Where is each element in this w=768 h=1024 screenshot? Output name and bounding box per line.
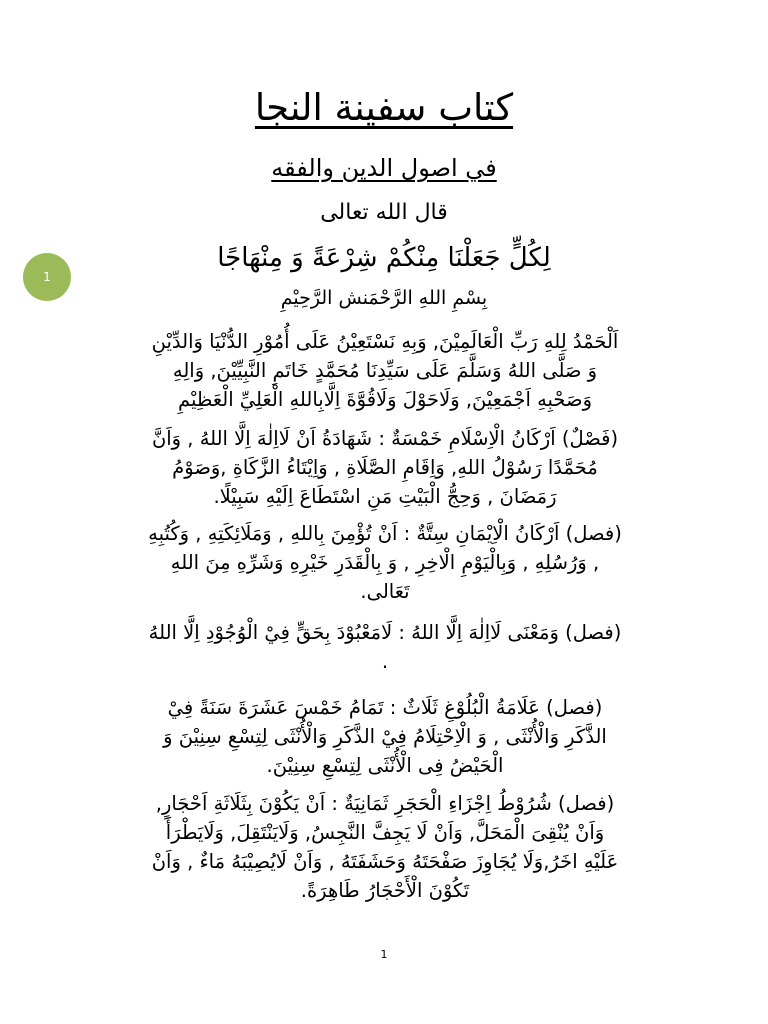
text-line: عَلَيْهِ اخَرُ,وَلَا يُجَاوِزَ صَفْحَتَهُ وَحَشَفَتَهُ , وَاَنْ لَايُصِيْبَهُ مَاءٌ , وَاَنْ (151, 850, 619, 873)
paragraph-hamd (96, 327, 674, 414)
paragraph-arkan-iman (96, 519, 674, 606)
text-line: وَ صَلَّى اللهُ وَسَلَّمَ عَلَى سَيِّدِنَا مُحَمَّدٍ خَاتَمِ النَّبِيِّيْنَ, وَالِهِ (172, 359, 598, 382)
text-line: اَلْحَمْدُ لِلهِ رَبِّ الْعَالَمِيْنَ, وَبِهِ نَسْتَعِيْنُ عَلَى أُمُوْرِ الدُّنْيَا وَالدِّيْنِ (151, 330, 619, 353)
text-line: (فصل) شُرُوْطُ اِجْزَاءِ الْحَجَرِ ثَمَانِيَةٌ : اَنْ يَكُوْنَ بِثَلَاثَةِ اَحْجَارٍ, (155, 792, 615, 815)
text-line: (فصل) اَرْكَانُ الْاِيْمَانِ سِتَّةٌ : اَنْ تُؤْمِنَ بِاللهِ , وَمَلَائِكَتِهِ , وَكُتُبِهِ (148, 522, 622, 545)
text-line: (فَصْلٌ) اَرْكَانُ الْاِسْلَامِ خَمْسَةٌ : شَهَادَةُ اَنْ لَااِلٰهَ اِلَّا اللهُ , وَاَنَّ (151, 427, 619, 450)
quran-verse: لِكُلٍّ جَعَلْنَا مِنْكُمْ شِرْعَةً وَ مِنْهَاجًا (217, 243, 551, 273)
text-line: تَعَالى. (360, 580, 410, 603)
text-line: تَكُوْنَ الْأَحْجَارُ طَاهِرَةً. (300, 879, 470, 902)
text-line: الذَّكَرِ وَالْأُنْثَى , وَ الْاِحْتِلَامُ فِيْ الذَّكَرِ وَالْأُنْثَى لِتِسْعِ سِنِيْنَ وَ (163, 725, 607, 748)
book-subtitle: في اصول الدين والفقه (271, 154, 497, 182)
text-line: الْحَيْضُ فِى الْأُنْثَى لِتِسْعِ سِنِيْنَ. (266, 754, 504, 777)
book-title: كتاب سفينة النجا (254, 86, 514, 129)
text-line: وَصَحْبِهِ اَجْمَعِيْنَ, وَلَاحَوْلَ وَلَاقُوَّةَ اِلَّابِاللهِ الْعَلِيِّ الْعَظِيْمِ (177, 388, 592, 411)
paragraph-manna-shahada (96, 618, 674, 676)
text-line: مُحَمَّدًا رَسُوْلُ اللهِ, وَاِقَامِ الصَّلَاةِ , وَاِيْتَاءُ الزَّكَاةِ ,وَصَوْمُ (172, 456, 598, 479)
basmala: بِسْمِ اللهِ الرَّحْمَنش الرَّحِيْمِ (280, 287, 488, 309)
text-line: رَمَضَانَ , وَحِجُّ الْبَيْتِ مَنِ اسْتَطَاعَ اِلَيْهِ سَبِيْلًا. (213, 485, 557, 508)
paragraph-arkan-islam (96, 424, 674, 511)
allah-said-heading: قال الله تعالى (320, 200, 448, 225)
paragraph-shurut-istinja (96, 789, 674, 905)
text-line: . (381, 650, 389, 673)
paragraph-alamat-buloogh (96, 693, 674, 780)
page-number-badge: 1 (23, 253, 71, 301)
text-line: (فصل) عَلَامَةُ الْبُلُوْغِ ثَلَاثٌ : تَمَامُ خَمْسَ عَشَرَةَ سَنَةً فِيْ (167, 696, 603, 719)
text-line: وَاَنْ يُنْقِىَ الْمَحَلَّ, وَاَنْ لَا يَجِفَّ النَّجِسُ, وَلَايَنْتَقِلَ, وَلَايَطْرَأَ (165, 821, 605, 844)
footer-page-number: 1 (380, 948, 388, 961)
text-line: , وَرُسُلِهِ , وَبِالْيَوْمِ الْاخِرِ , وَ بِالْقَدَرِ خَيْرِهِ وَشَرِّهِ مِنَ اللهِ (170, 551, 600, 574)
text-line: (فصل) وَمَعْنَى لَااِلٰهَ اِلَّا اللهُ : لَامَعْبُوْدَ بِحَقٍّ فِيْ الْوُجُوْدِ اِلَّا اللهُ (148, 621, 622, 644)
